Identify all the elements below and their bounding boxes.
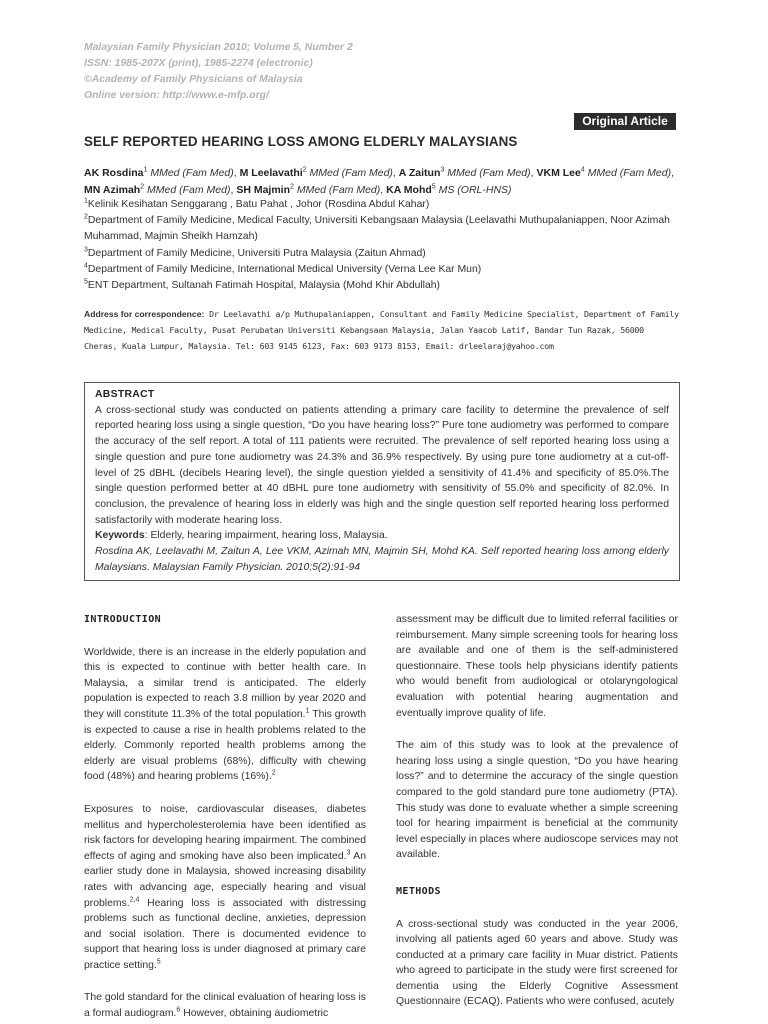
introduction-paragraph — [84, 645, 366, 785]
paragraph-text: Exposures to noise, cardiovascular diseases, diabetes mellitus and hypercholesterolemia have been identified as risk factors for developing hearing impairment. The combined effects of aging and smoking have also been implicated. — [84, 803, 366, 862]
introduction-paragraph: assessment may be difficult due to limited referral facilities or reimbursement. Many simple screening tools for hearing loss are available and one of them is the self-administered questionnaire. These tools help physicians identify patients who would benefit from audiological or otolaryngological evaluation with potential hearing augmentation and eventually improve quality of life. — [396, 614, 678, 719]
author-name: M Leelavathi — [239, 167, 303, 179]
reference-mark: 5 — [156, 958, 161, 966]
paragraph-text: Worldwide, there is an increase in the elderly population and this is expected to continue with better health care. In Malaysia, a similar trend is anticipated. The elderly population is expected to reach 3.8 million by year 2020 and they will constitute 11.3% of the total population. — [84, 646, 366, 720]
author-degree: MMed (Fam Med) — [147, 183, 231, 196]
affiliation-item — [84, 262, 679, 278]
author-affiliation-mark: 3 — [440, 166, 445, 174]
paragraph-text: An earlier study done in Malaysia, showed increasing disability rates with advancing age, especially hearing and visual problems. — [84, 850, 366, 909]
author-name: AK Rosdina — [84, 167, 144, 179]
author-degree: MMed (Fam Med) — [587, 167, 672, 179]
methods-paragraph: A cross-sectional study was conducted in the year 2006, involving all patients aged 60 years and above. Study was conducted at a primary care facility in Muar district. Patients who agreed to participate in the study were first screened for dementia using the Elderly Cognitive Assessment Questionnaire (ECAQ). Patients who were confused, acutely — [396, 918, 678, 1008]
paragraph-text: However, obtaining audiometric — [180, 1008, 329, 1020]
author-degree: MMed (Fam Med) — [447, 167, 531, 179]
introduction-paragraph — [84, 802, 366, 974]
author-affiliation-mark: 4 — [580, 166, 585, 174]
reference-mark: 1 — [305, 707, 310, 715]
affiliation-number: 2 — [84, 213, 88, 221]
author-name: VKM Lee — [536, 167, 581, 179]
author-affiliation-mark: 5 — [431, 183, 436, 190]
keywords-line — [95, 528, 669, 544]
author-name: KA Mohd — [386, 183, 432, 196]
author-affiliation-mark: 2 — [140, 183, 145, 190]
article-title: SELF REPORTED HEARING LOSS AMONG ELDERLY MALAYSIANS — [84, 134, 518, 149]
affiliation-text: Department of Family Medicine, Universiti Putra Malaysia (Zaitun Ahmad) — [87, 247, 426, 259]
author-affiliation-mark: 2 — [290, 183, 294, 190]
keywords-label: Keywords — [95, 530, 145, 542]
abstract-citation: Rosdina AK, Leelavathi M, Zaitun A, Lee VKM, Azimah MN, Majmin SH, Mohd KA. Self reported hearing loss among elderly Malaysians. Malaysian Family Physician. 2010;5(2):91-94 — [95, 546, 669, 573]
reference-mark: 3 — [346, 849, 351, 857]
reference-mark: 2 — [271, 769, 276, 777]
affiliation-list — [84, 197, 679, 294]
author-degree: MMed (Fam Med) — [150, 167, 234, 179]
study-aim-paragraph: The aim of this study was to look at the prevalence of hearing loss using a single question, “Do you have hearing loss?” and to determine the accuracy of the single question compared to the gold standard pure tone audiometry (PTA). This study was done to evaluate whether a simple screening tool for hearing impairment is beneficial at the community level especially in places where audioscope services may not available. — [396, 740, 678, 861]
paragraph-text: Hearing loss is associated with distressing problems such as functional decline, anxieties, depression and social isolation. There is documented evidence to support that hearing loss is under diagnosed at primary care practice setting. — [84, 897, 366, 971]
abstract-text: A cross-sectional study was conducted on patients attending a primary care facility to determine the prevalence of self reported hearing loss using a single question, “Do you have hearing loss?” Pure tone audiometry was performed to compare the accuracy of the self report. A total of 111 patients were recruited. The prevalence of self reported hearing loss using a single question and pure tone audiometry was 24.3% and 36.9% respectively. By using pure tone audiometry at a cut-off-level of 25 dBHL (decibels Hearing level), the single question yielded a sensitivity of 41.4% and specificity of 85.0%.The single question performed better at 40 dBHL pure tone audiometry with sensitivity of 55.0% and specificity of 82.0%. In conclusion, the prevalence of hearing loss in elderly was high and the single question self reported hearing loss performed satisfactorily with moderate hearing loss. — [95, 404, 669, 526]
author-name: A Zaitun — [398, 167, 441, 179]
affiliation-number: 3 — [84, 246, 88, 254]
affiliation-text: Kelinik Kesihatan Senggarang , Batu Pahat , Johor (Rosdina Abdul Kahar) — [87, 199, 430, 210]
affiliation-item — [84, 246, 679, 262]
affiliation-text: Department of Family Medicine, International Medical University (Verna Lee Kar Mun) — [87, 263, 482, 275]
correspondence-text: Dr Leelavathi a/p Muthupalaniappen, Consultant and Family Medicine Specialist, Department of Family Medicine, Medical Faculty, Pusat Perubatan Universiti Kebangsaan Malaysia, Jalan Yaacob Latif, Bandar Tun Razak, 56000 Cheras, Kuala Lumpur, Malaysia. Tel: 603 9145 6123, Fax: 603 9173 8153, Email: drleelaraj@yahoo.com — [84, 309, 679, 351]
author-degree: MMed (Fam Med) — [296, 183, 381, 196]
correspondence-label: Address for correspondence: — [84, 309, 205, 319]
affiliation-number: 1 — [84, 197, 88, 205]
author-list: AK Rosdina$^1$ MMed (Fam Med), M Leelavathi$^2$ MMed (Fam Med), A Zaitun$^3$ MMed (Fam Med), VKM Lee$^4$ MMed (Fam Med), MN Azimah$^2$ MMed (Fam Med), SH Majmin$^2$ MMed (Fam Med), KA Mohd$^5$ MS (ORL-HNS) — [84, 166, 675, 196]
abstract-box — [84, 382, 680, 581]
journal-citation-line: Malaysian Family Physician 2010; Volume 5, Number 2 — [84, 42, 353, 53]
affiliation-number: 4 — [84, 262, 88, 270]
affiliation-text: Department of Family Medicine, Medical Faculty, Universiti Kebangsaan Malaysia (Leelavathi Muthupalaniappen, Noor Azimah Muhammad, Majmin Sheikh Hamzah) — [84, 215, 670, 243]
reference-mark: 2,4 — [129, 896, 140, 904]
author-affiliation-mark: 1 — [143, 166, 148, 174]
author-affiliation-mark: 2 — [302, 166, 307, 174]
left-column — [84, 612, 366, 1022]
journal-copyright-line: ©Academy of Family Physicians of Malaysia — [84, 74, 303, 85]
reference-mark: 6 — [176, 1006, 181, 1014]
author-name: SH Majmin — [236, 183, 290, 196]
affiliation-item — [84, 278, 679, 294]
introduction-heading: INTRODUCTION — [84, 614, 162, 625]
affiliation-text: ENT Department, Sultanah Fatimah Hospital, Malaysia (Mohd Khir Abdullah) — [87, 280, 441, 292]
affiliation-number: 5 — [84, 278, 88, 286]
affiliation-item — [84, 213, 679, 245]
journal-url-line: Online version: http://www.e-mfp.org/ — [84, 90, 269, 101]
correspondence-address — [84, 306, 679, 354]
journal-header — [84, 40, 504, 104]
methods-heading: METHODS — [396, 885, 441, 897]
paragraph-text: This growth is expected to cause a rise in health problems related to the elderly. Commonly reported health problems among the elderly are visual problems (68%), difficulty with chewing food (48%) and hearing problems (16%). — [84, 708, 366, 783]
article-type-badge: Original Article — [574, 113, 676, 130]
author-degree: MS (ORL-HNS) — [438, 183, 512, 196]
introduction-paragraph — [84, 990, 366, 1021]
keywords-text: : Elderly, hearing impairment, hearing loss, Malaysia. — [144, 530, 388, 542]
paragraph-text: The gold standard for the clinical evaluation of hearing loss is a formal audiogram. — [84, 992, 366, 1020]
author-name: MN Azimah — [84, 183, 141, 196]
author-degree: MMed (Fam Med) — [309, 167, 393, 179]
right-column — [396, 612, 678, 1010]
affiliation-item — [84, 197, 679, 213]
journal-issn-line: ISSN: 1985-207X (print), 1985-2274 (electronic) — [84, 58, 313, 69]
abstract-heading: ABSTRACT — [95, 389, 155, 400]
